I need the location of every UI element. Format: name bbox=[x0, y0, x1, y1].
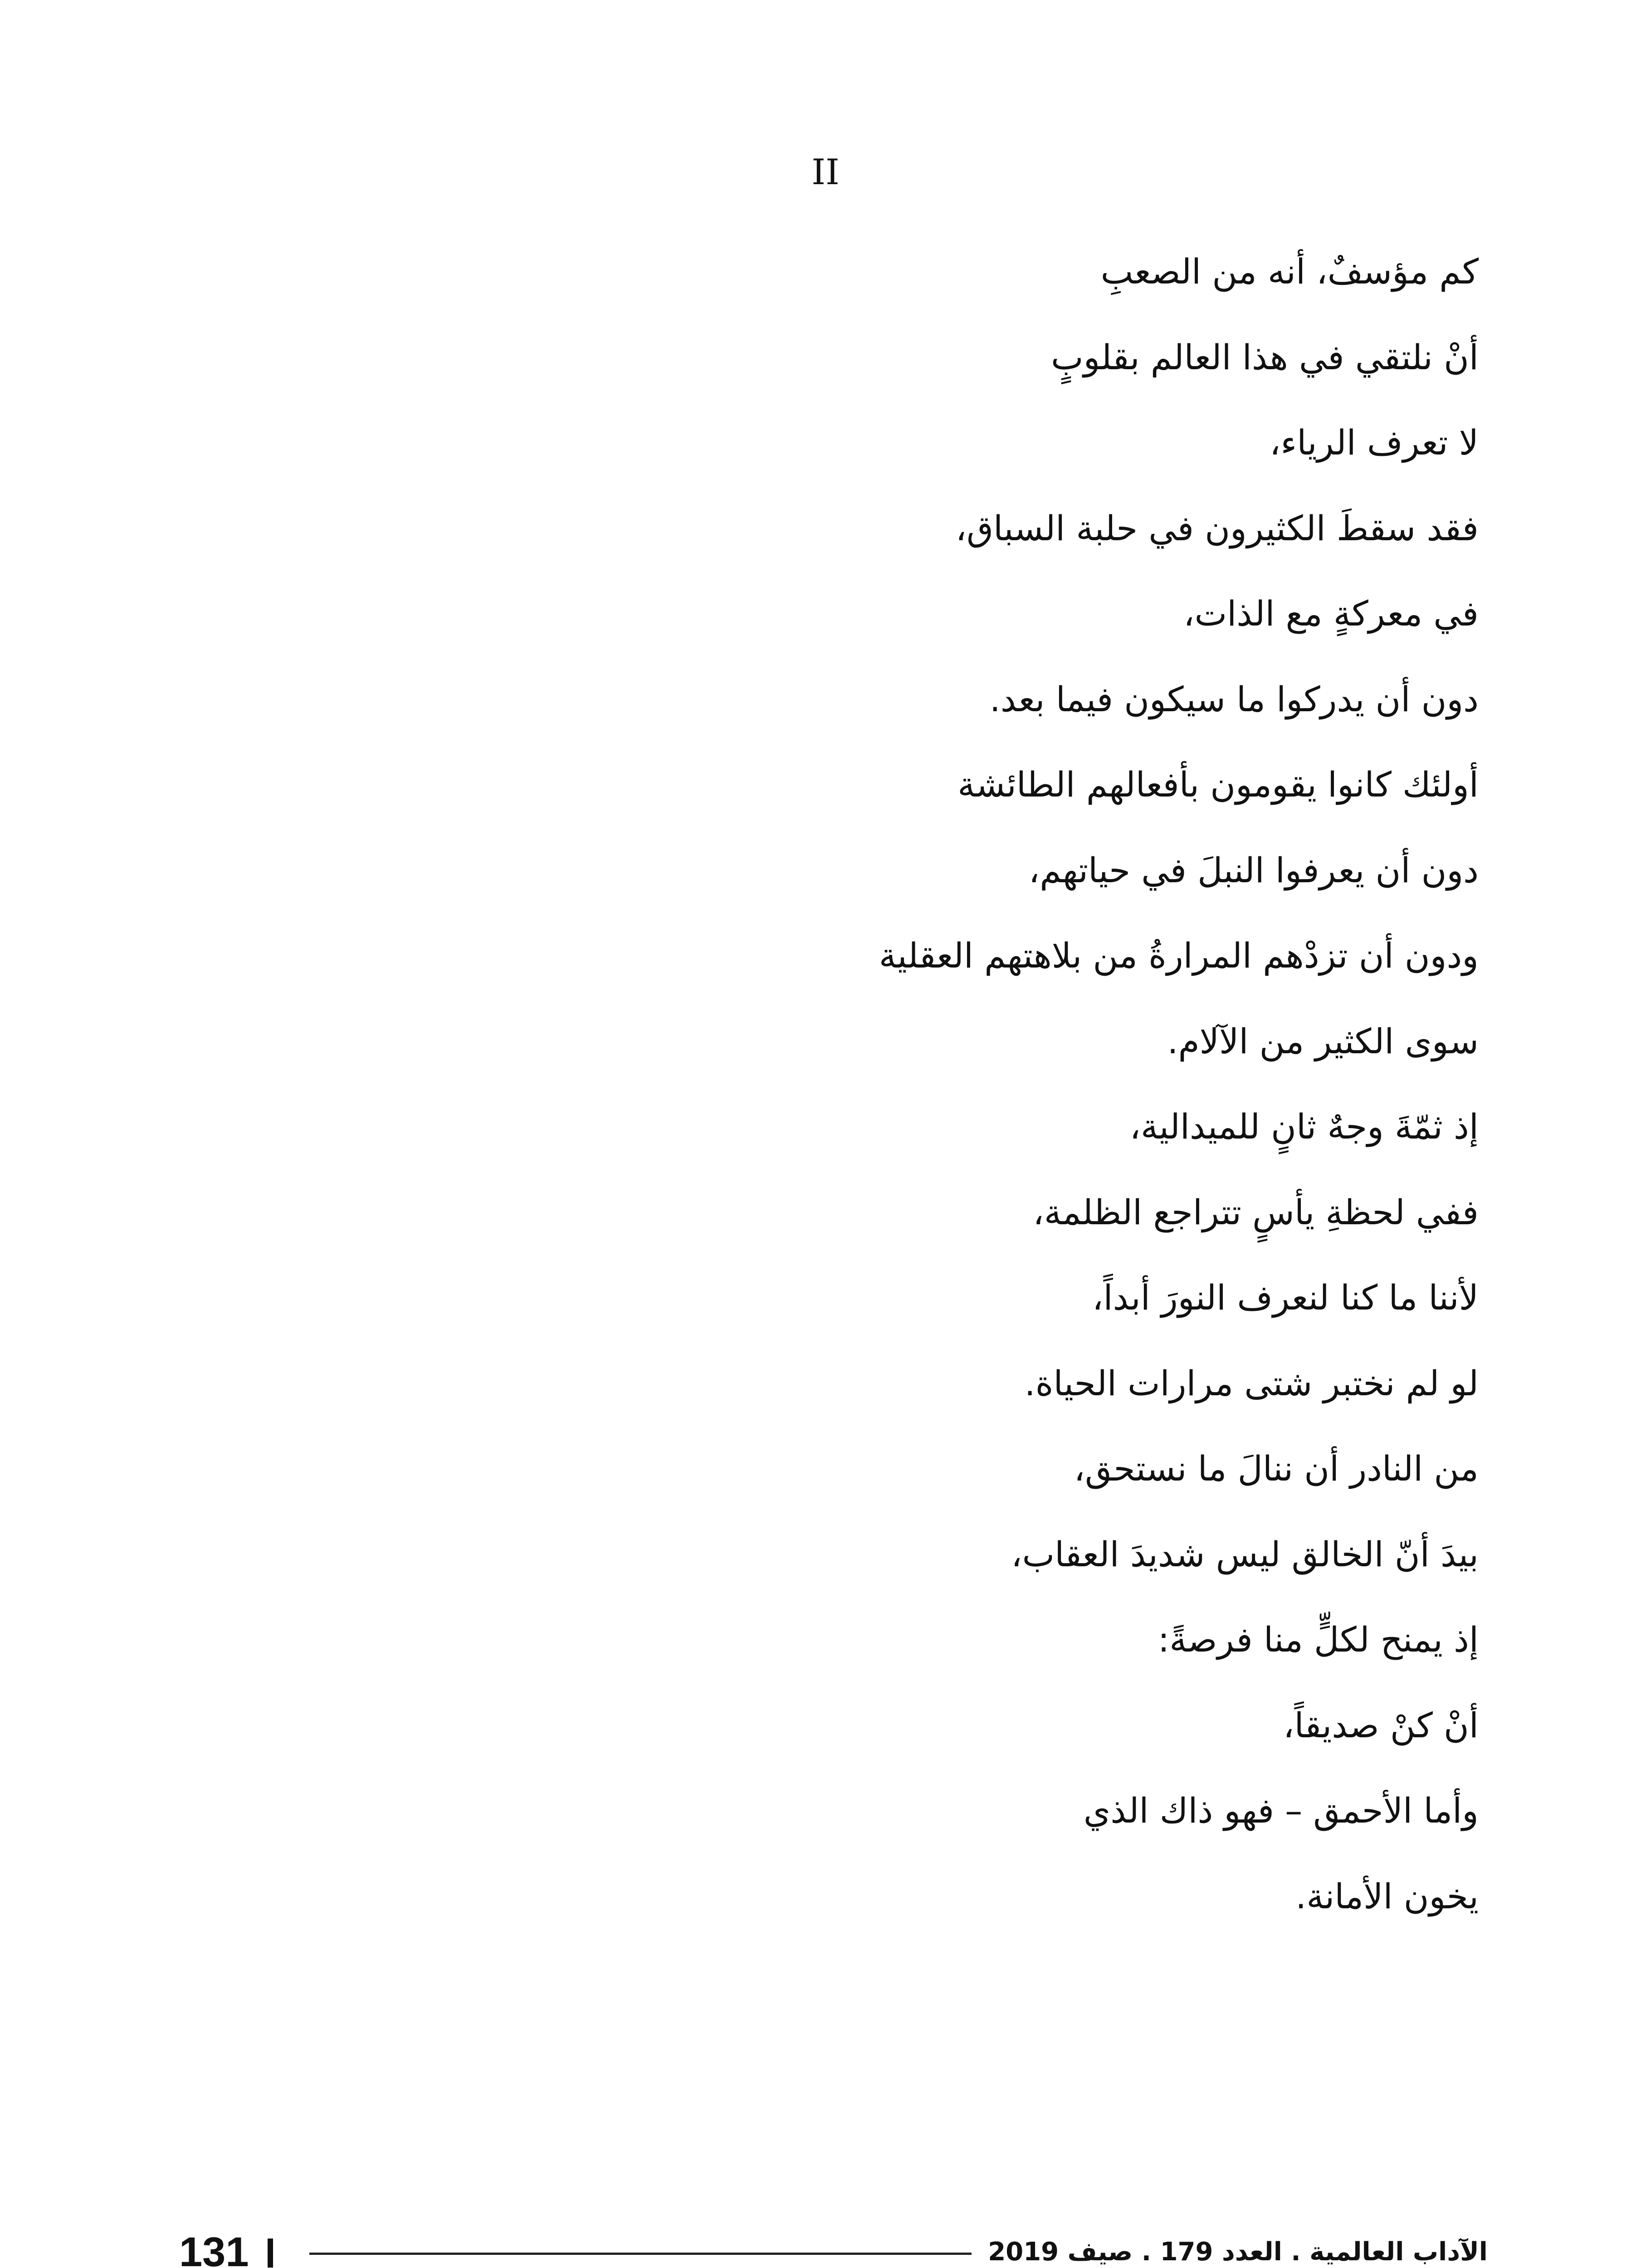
poem-line: بيدَ أنّ الخالق ليس شديدَ العقاب، bbox=[1011, 1534, 1479, 1574]
poem-line: إذ ثمّةَ وجهٌ ثانٍ للميدالية، bbox=[1129, 1106, 1479, 1147]
poem-stanza bbox=[617, 229, 1479, 1939]
poem-line: دون أن يعرفوا النبلَ في حياتهم، bbox=[1028, 850, 1479, 890]
poem-line: من النادر أن ننالَ ما نستحق، bbox=[1074, 1448, 1479, 1489]
poem-line: ففي لحظةِ يأسٍ تتراجع الظلمة، bbox=[1033, 1192, 1479, 1232]
page-number-divider bbox=[268, 2239, 273, 2268]
poem-line: يخون الأمانة. bbox=[1295, 1876, 1479, 1916]
footer-rule bbox=[309, 2253, 972, 2255]
journal-issue-info: الآداب العالمية . العدد 179 . صيف 2019 bbox=[988, 2237, 1488, 2267]
poem-line: سوى الكثير من الآلام. bbox=[1167, 1021, 1479, 1061]
poem-line: أنْ كنْ صديقاً، bbox=[1283, 1705, 1479, 1745]
poem-line: كم مؤسفٌ، أنه من الصعبِ bbox=[1100, 251, 1479, 292]
poem-line: وأما الأحمق – فهو ذاك الذي bbox=[1083, 1790, 1479, 1831]
poem-line: لو لم نختبر شتى مرارات الحياة. bbox=[1024, 1363, 1479, 1403]
poem-line: فقد سقطَ الكثيرون في حلبة السباق، bbox=[955, 508, 1479, 548]
poem-line: دون أن يدركوا ما سيكون فيما بعد. bbox=[989, 679, 1479, 719]
poem-line: لا تعرف الرياء، bbox=[1270, 422, 1479, 463]
poem-line: في معركةٍ مع الذات، bbox=[1183, 593, 1479, 634]
section-numeral: II bbox=[811, 152, 840, 193]
page-number: 131 bbox=[179, 2229, 249, 2268]
poem-line: ودون أن تزدْهم المرارةُ من بلاهتهم العقلية bbox=[879, 935, 1479, 976]
poem-line: إذ يمنح لكلٍّ منا فرصةً: bbox=[1157, 1619, 1479, 1660]
poem-line: أنْ نلتقي في هذا العالم بقلوبٍ bbox=[1051, 337, 1479, 377]
poem-line: أولئك كانوا يقومون بأفعالهم الطائشة bbox=[957, 764, 1479, 805]
poem-line: لأننا ما كنا لنعرف النورَ أبداً، bbox=[1092, 1277, 1479, 1318]
page-footer bbox=[0, 2225, 1641, 2268]
